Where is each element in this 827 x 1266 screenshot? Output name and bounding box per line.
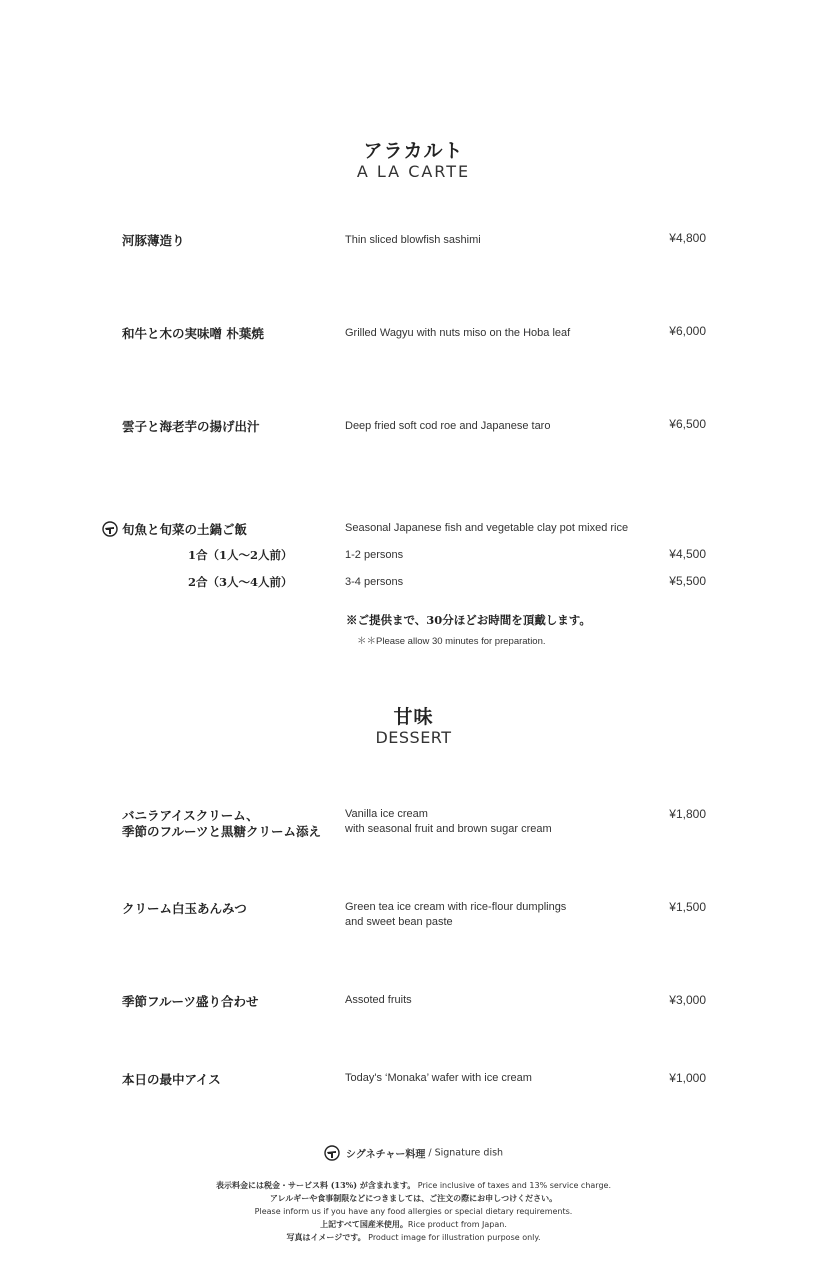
- item-description-line2: and sweet bean paste: [345, 916, 453, 928]
- signature-dish-icon: [102, 521, 118, 537]
- size-option-price: ¥5,500: [669, 574, 706, 588]
- footer-image-note: [0, 1232, 827, 1243]
- item-name-jp: 和牛と木の実味噌 朴葉焼: [122, 326, 264, 341]
- footer-tax-note: [0, 1180, 827, 1191]
- size-option-persons: 3-4 persons: [345, 576, 404, 588]
- footer-en: Product image for illustration purpose only.: [365, 1233, 541, 1242]
- signature-label-jp: シグネチャー料理: [345, 1149, 426, 1161]
- item-price: ¥6,000: [669, 324, 706, 338]
- item-description-line1: Green tea ice cream with rice-flour dumplings: [345, 901, 567, 913]
- item-price: ¥3,000: [669, 993, 706, 1007]
- item-description: Deep fried soft cod roe and Japanese taro: [345, 420, 551, 432]
- item-description: Today's ‘Monaka’ wafer with ice cream: [345, 1072, 532, 1084]
- footer-en: Please inform us if you have any food allergies or special dietary requirements.: [254, 1207, 573, 1216]
- footer-jp: 上記すべて国産米使用。: [320, 1219, 408, 1229]
- item-description: Grilled Wagyu with nuts miso on the Hoba leaf: [345, 327, 571, 339]
- item-name-jp: クリーム白玉あんみつ: [122, 901, 247, 916]
- footer-en: Price inclusive of taxes and 13% service charge.: [415, 1181, 611, 1190]
- footer-jp: 写真はイメージです。: [286, 1232, 366, 1242]
- signature-dish-icon: [324, 1145, 340, 1161]
- item-name-jp: 季節フルーツ盛り合わせ: [122, 994, 259, 1009]
- footer-jp: 表示料金には税金・サービス料 (13%) が含まれます。: [215, 1180, 416, 1190]
- item-price: ¥1,000: [669, 1071, 706, 1085]
- footer-allergy-note-en: [0, 1206, 827, 1216]
- footer-rice-note: [0, 1219, 827, 1230]
- preparation-note-en: ＊＊Please allow 30 minutes for preparation.: [357, 636, 546, 647]
- footer-en: Rice product from Japan.: [407, 1220, 507, 1229]
- item-name-jp: 本日の最中アイス: [122, 1072, 221, 1087]
- signature-legend: [0, 1145, 827, 1161]
- item-name-jp-line2: 季節のフルーツと黒糖クリーム添え: [122, 824, 322, 839]
- footer-allergy-note-jp: [0, 1193, 827, 1204]
- item-price: ¥1,500: [669, 900, 706, 914]
- size-option-price: ¥4,500: [669, 547, 706, 561]
- section-title-jp-alacarte: アラカルト: [363, 140, 464, 162]
- item-price: ¥1,800: [669, 807, 706, 821]
- item-name-jp: 河豚薄造り: [122, 233, 185, 248]
- size-option-jp: 2合（3人～4人前）: [188, 575, 293, 589]
- item-description: Thin sliced blowfish sashimi: [345, 234, 481, 246]
- preparation-note-jp: ※ご提供まで、30分ほどお時間を頂戴します。: [346, 613, 591, 627]
- section-title-en-dessert: DESSERT: [375, 728, 452, 747]
- item-description-line1: Vanilla ice cream: [345, 808, 428, 820]
- item-description: Assoted fruits: [345, 994, 412, 1006]
- item-price: ¥6,500: [669, 417, 706, 431]
- item-description: Seasonal Japanese fish and vegetable clay pot mixed rice: [345, 522, 629, 534]
- section-title-jp-dessert: 甘味: [393, 706, 434, 728]
- item-name-jp: 旬魚と旬菜の土鍋ご飯: [122, 522, 248, 537]
- signature-label-en: / Signature dish: [425, 1147, 504, 1159]
- size-option-jp: 1合（1人～2人前）: [188, 548, 293, 562]
- item-description-line2: with seasonal fruit and brown sugar cream: [345, 823, 552, 835]
- item-name-jp-line1: バニラアイスクリーム、: [122, 808, 259, 823]
- item-name-jp: 雲子と海老芋の揚げ出汁: [122, 419, 260, 434]
- section-title-en-alacarte: A LA CARTE: [356, 162, 471, 181]
- size-option-persons: 1-2 persons: [345, 549, 404, 561]
- footer-jp: アレルギーや食事制限などにつきましては、ご注文の際にお申しつけください。: [269, 1193, 558, 1203]
- item-price: ¥4,800: [669, 231, 706, 245]
